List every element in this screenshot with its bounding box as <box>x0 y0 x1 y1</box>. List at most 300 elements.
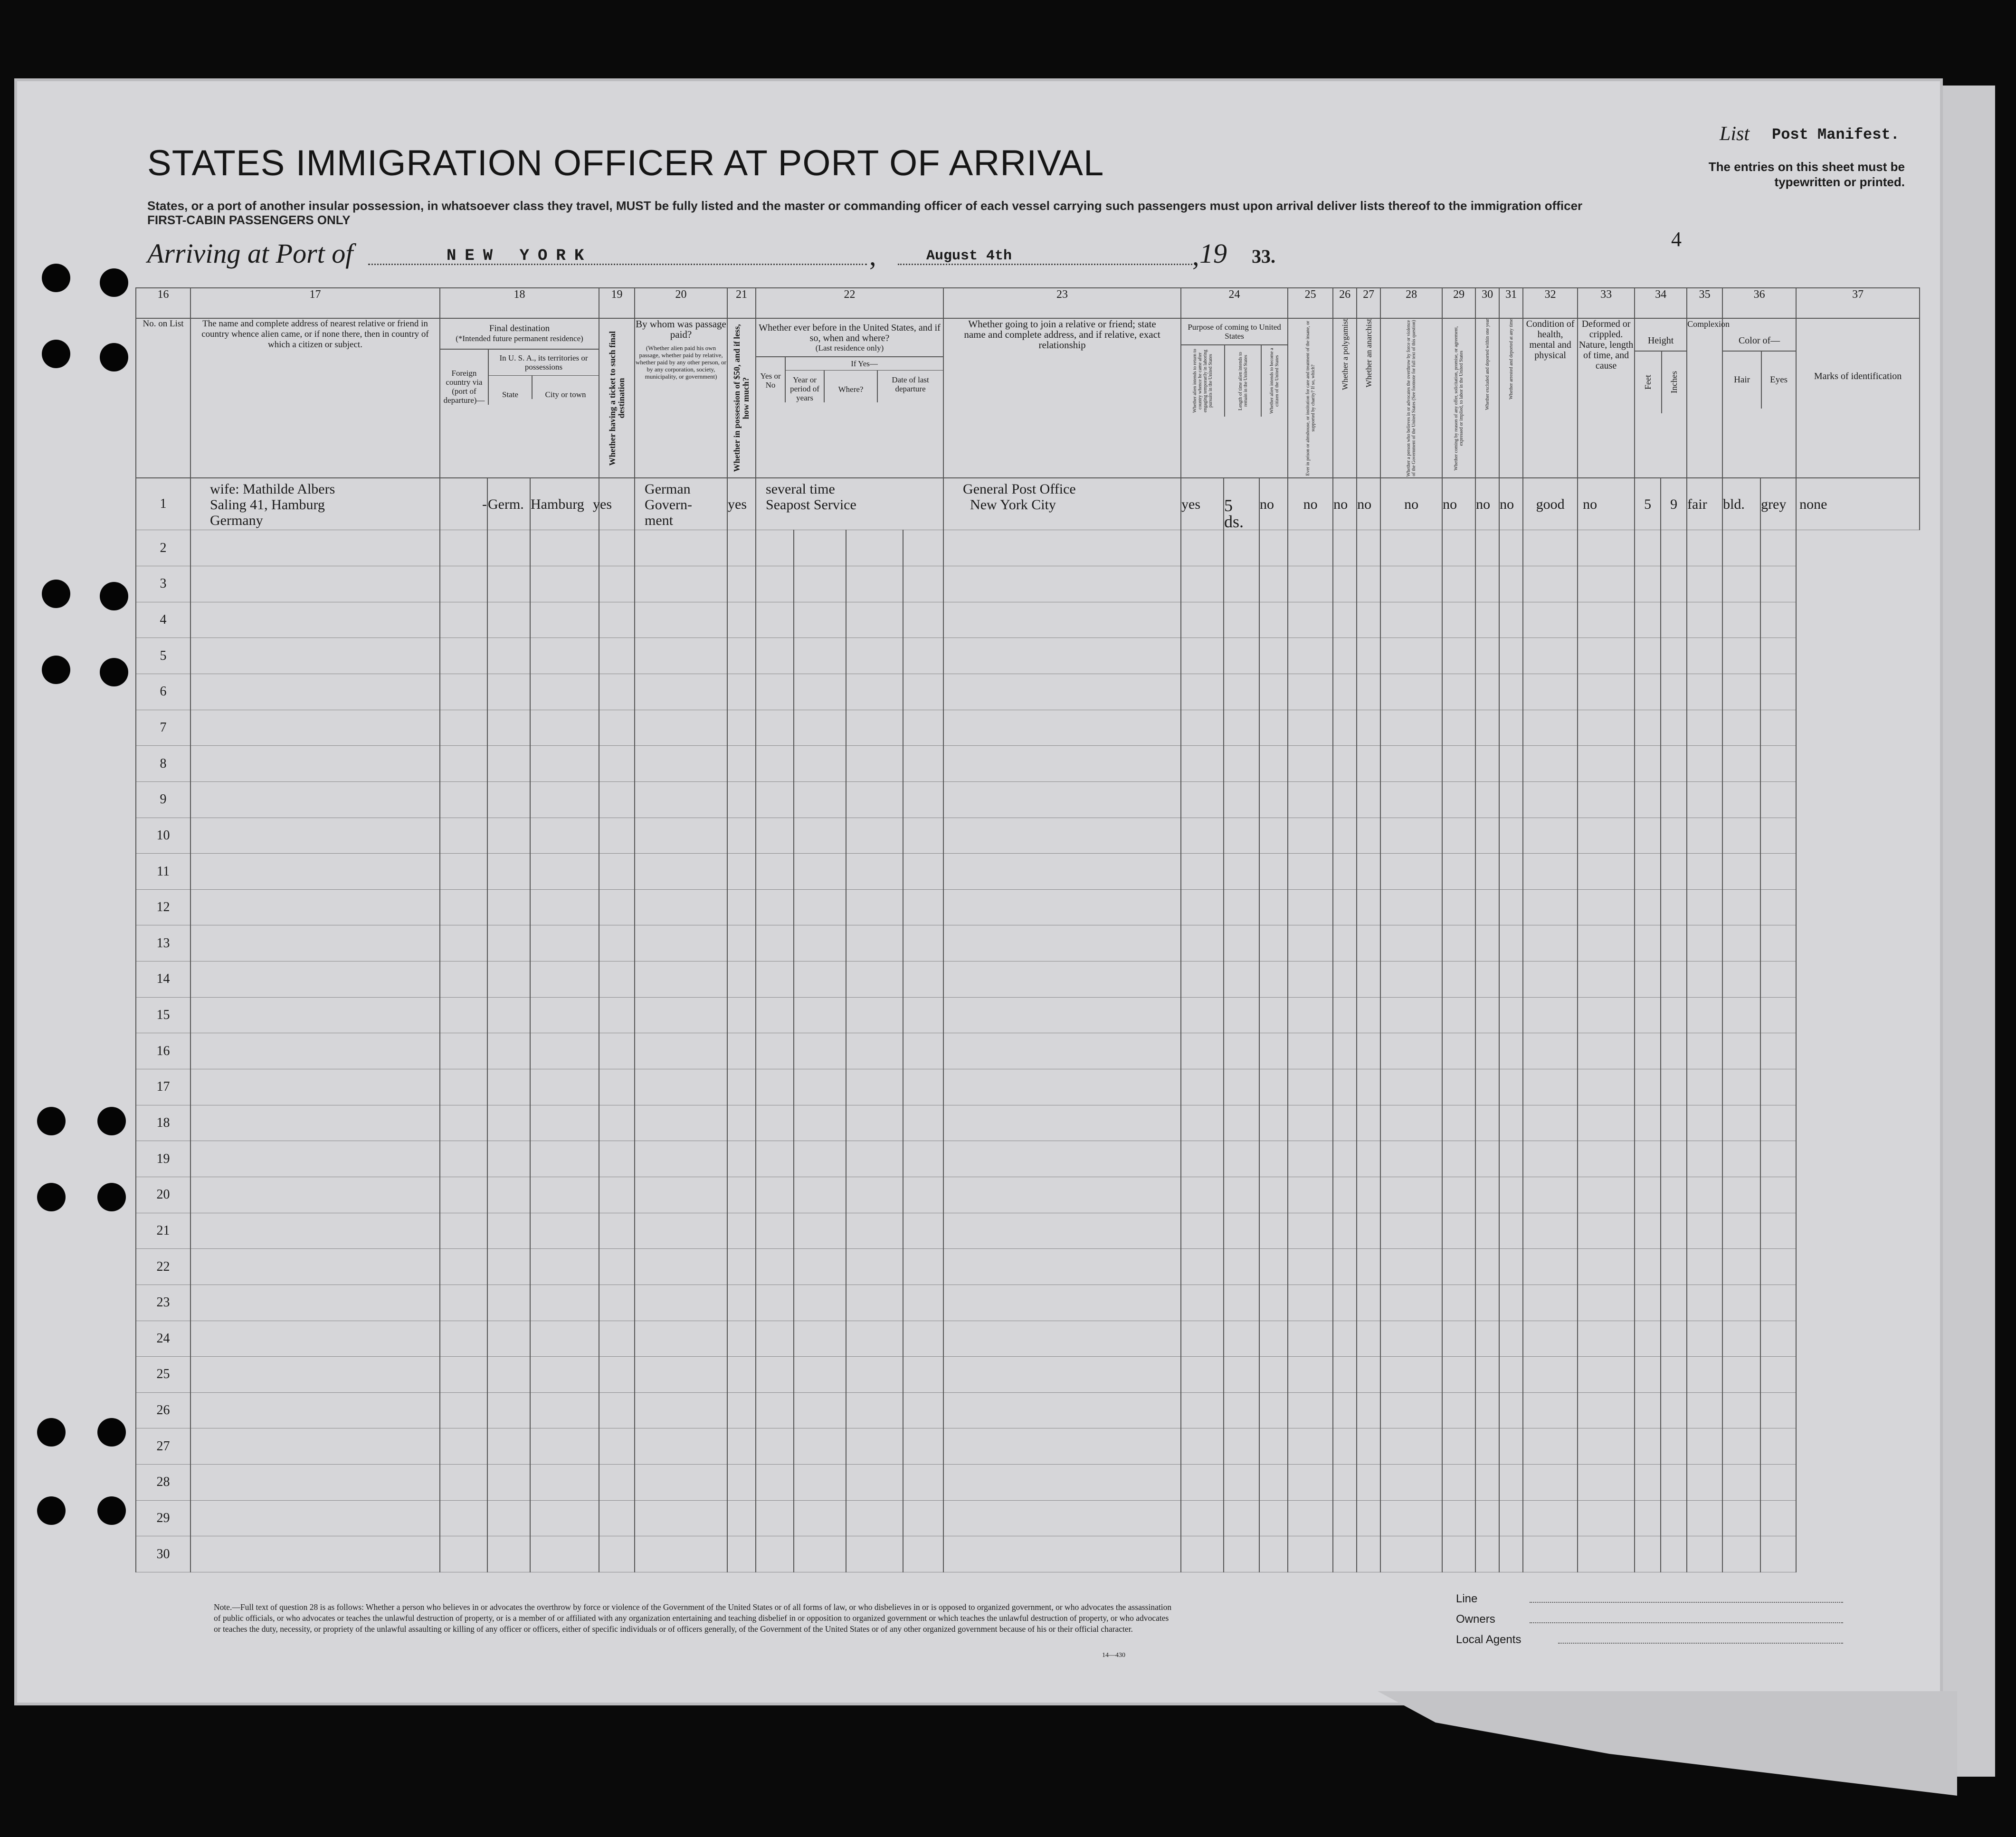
table-cell <box>190 1321 440 1357</box>
table-cell <box>1333 1465 1357 1501</box>
table-cell <box>1380 1536 1442 1572</box>
table-cell <box>1760 997 1796 1033</box>
table-cell <box>1661 674 1687 710</box>
table-cell <box>530 1536 599 1572</box>
table-cell <box>1635 746 1661 782</box>
table-cell <box>1661 997 1687 1033</box>
table-cell <box>846 1357 903 1393</box>
table-cell <box>1687 781 1722 818</box>
table-cell <box>440 1428 487 1465</box>
heading-q28 <box>1380 318 1442 478</box>
table-cell <box>1259 1069 1288 1105</box>
table-cell <box>1523 1105 1578 1141</box>
table-cell <box>727 1500 756 1536</box>
table-cell <box>1475 1321 1499 1357</box>
cell-before-us: several time Seapost Service <box>756 478 943 530</box>
table-cell <box>1333 1357 1357 1393</box>
table-cell <box>1687 1069 1722 1105</box>
table-cell <box>1523 1465 1578 1501</box>
table-cell <box>1635 710 1661 746</box>
table-cell <box>1224 781 1259 818</box>
table-cell <box>943 1500 1181 1536</box>
table-row <box>136 1213 1920 1249</box>
row-number: 25 <box>136 1357 190 1393</box>
table-cell <box>1288 566 1333 602</box>
table-cell <box>530 1285 599 1321</box>
table-cell <box>1333 602 1357 638</box>
table-cell <box>1380 602 1442 638</box>
table-cell <box>1635 1465 1661 1501</box>
table-cell <box>1259 674 1288 710</box>
cell-q31: no <box>1499 478 1523 530</box>
table-cell <box>1523 854 1578 890</box>
port-value: NEW YORK <box>447 247 593 265</box>
table-cell <box>1259 1500 1288 1536</box>
heading-where: Where? <box>825 371 878 402</box>
table-cell <box>1442 1321 1475 1357</box>
color-of-label: Color of— <box>1723 335 1796 352</box>
row-number: 7 <box>136 710 190 746</box>
table-cell <box>1442 889 1475 925</box>
table-cell <box>794 1392 846 1428</box>
table-cell <box>903 674 943 710</box>
table-cell <box>190 1392 440 1428</box>
table-cell <box>1259 1249 1288 1285</box>
table-cell <box>1442 1033 1475 1069</box>
table-cell <box>190 997 440 1033</box>
table-cell <box>1181 1249 1224 1285</box>
table-cell <box>1442 638 1475 674</box>
table-cell <box>1635 1500 1661 1536</box>
table-cell <box>1475 1536 1499 1572</box>
table-cell <box>1722 781 1760 818</box>
table-cell <box>1661 925 1687 961</box>
table-cell <box>1722 889 1760 925</box>
table-cell <box>1259 781 1288 818</box>
table-cell <box>903 889 943 925</box>
table-cell <box>903 1392 943 1428</box>
table-cell <box>1357 1536 1380 1572</box>
cell-ticket: yes <box>592 478 628 530</box>
table-cell <box>1224 638 1259 674</box>
table-cell <box>1661 818 1687 854</box>
table-cell <box>1288 1033 1333 1069</box>
table-cell <box>1661 1536 1687 1572</box>
table-cell <box>487 638 530 674</box>
table-cell <box>1333 818 1357 854</box>
table-cell <box>903 1357 943 1393</box>
table-cell <box>1442 1141 1475 1177</box>
table-cell <box>1722 961 1760 998</box>
table-cell <box>1259 925 1288 961</box>
table-cell <box>1499 1105 1523 1141</box>
table-cell <box>1722 1033 1760 1069</box>
table-cell <box>1288 1141 1333 1177</box>
owners-field <box>1530 1622 1843 1623</box>
table-cell <box>1578 638 1635 674</box>
cell-prison: no <box>1288 478 1333 530</box>
table-cell <box>727 854 756 890</box>
table-cell <box>487 1536 530 1572</box>
table-cell <box>1722 997 1760 1033</box>
heading-join-relative: Whether going to join a relative or friend; state name and complete address, and if relative, exact relationship <box>943 318 1181 478</box>
table-cell <box>1635 638 1661 674</box>
table-cell <box>1635 566 1661 602</box>
table-cell <box>794 1249 846 1285</box>
table-cell <box>1380 710 1442 746</box>
table-cell <box>1357 889 1380 925</box>
anarchist-label: Whether an anarchist <box>1364 318 1373 388</box>
table-cell <box>756 638 794 674</box>
table-cell <box>943 781 1181 818</box>
table-cell <box>727 1069 756 1105</box>
table-cell <box>727 638 756 674</box>
table-cell <box>1259 710 1288 746</box>
table-cell <box>1578 1428 1635 1465</box>
table-cell <box>1722 854 1760 890</box>
table-cell <box>1475 1213 1499 1249</box>
table-cell <box>190 566 440 602</box>
last-residence-note: (Last residence only) <box>815 343 884 352</box>
table-cell <box>1635 674 1661 710</box>
table-cell <box>1523 638 1578 674</box>
col-number: 31 <box>1499 288 1523 318</box>
punch-hole <box>42 340 70 368</box>
table-cell <box>190 781 440 818</box>
table-cell <box>1760 1321 1796 1357</box>
table-cell <box>756 566 794 602</box>
table-cell <box>1635 889 1661 925</box>
table-cell <box>756 1392 794 1428</box>
table-cell <box>1333 1105 1357 1141</box>
table-cell <box>1722 1285 1760 1321</box>
table-cell <box>1357 602 1380 638</box>
table-cell <box>1635 925 1661 961</box>
table-cell <box>756 818 794 854</box>
table-cell <box>1578 530 1635 566</box>
table-cell <box>1635 1321 1661 1357</box>
table-row <box>136 961 1920 998</box>
table-cell <box>599 1213 635 1249</box>
table-cell <box>1357 1249 1380 1285</box>
table-cell <box>1635 1105 1661 1141</box>
cell-polygamist: no <box>1333 478 1357 530</box>
table-cell <box>727 781 756 818</box>
table-cell <box>1357 925 1380 961</box>
table-cell <box>1760 602 1796 638</box>
form-code: 14—430 <box>1102 1652 1125 1659</box>
table-cell <box>794 1213 846 1249</box>
table-cell <box>1259 530 1288 566</box>
heading-q30 <box>1475 318 1499 478</box>
table-cell <box>1475 925 1499 961</box>
table-cell <box>1523 1500 1578 1536</box>
table-cell <box>1333 1392 1357 1428</box>
table-cell <box>1661 1249 1687 1285</box>
table-cell <box>756 1249 794 1285</box>
table-cell <box>1760 889 1796 925</box>
table-cell <box>1224 1249 1259 1285</box>
table-cell <box>1333 1500 1357 1536</box>
punch-hole <box>100 268 128 297</box>
table-cell <box>635 1213 727 1249</box>
table-cell <box>1288 854 1333 890</box>
table-cell <box>1380 961 1442 998</box>
table-cell <box>1722 1392 1760 1428</box>
table-cell <box>635 530 727 566</box>
table-cell <box>1722 566 1760 602</box>
table-cell <box>1380 1213 1442 1249</box>
table-cell <box>1722 1141 1760 1177</box>
cell-q28: no <box>1380 478 1442 530</box>
table-cell <box>1499 854 1523 890</box>
table-cell <box>756 1536 794 1572</box>
table-cell <box>943 1177 1181 1213</box>
table-cell <box>1578 1285 1635 1321</box>
table-cell <box>846 818 903 854</box>
punch-hole <box>37 1107 66 1135</box>
table-cell <box>1687 889 1722 925</box>
line-field <box>1530 1602 1843 1603</box>
table-cell <box>1357 781 1380 818</box>
table-cell <box>190 602 440 638</box>
table-cell <box>440 1105 487 1141</box>
heading-deformed: Deformed or crippled. Nature, length of time, and cause <box>1578 318 1635 478</box>
table-cell <box>1578 1536 1635 1572</box>
table-cell <box>1380 997 1442 1033</box>
table-cell <box>1442 746 1475 782</box>
row-number: 15 <box>136 997 190 1033</box>
table-cell <box>1722 1536 1760 1572</box>
table-cell <box>1475 1465 1499 1501</box>
table-cell <box>440 925 487 961</box>
col-number: 26 <box>1333 288 1357 318</box>
table-cell <box>599 1069 635 1105</box>
table-cell <box>190 1357 440 1393</box>
paid-by-label: By whom was passage paid? <box>636 318 726 340</box>
row-number: 14 <box>136 961 190 998</box>
heading-final-destination <box>440 318 599 478</box>
table-row <box>136 1536 1920 1572</box>
line-label: Line <box>1456 1592 1478 1605</box>
table-cell <box>1333 1141 1357 1177</box>
table-cell <box>530 710 599 746</box>
table-cell <box>1288 1105 1333 1141</box>
table-cell <box>1442 710 1475 746</box>
table-cell <box>440 674 487 710</box>
row-number: 24 <box>136 1321 190 1357</box>
table-cell <box>1442 602 1475 638</box>
table-cell <box>1288 638 1333 674</box>
col-number: 35 <box>1687 288 1722 318</box>
table-cell <box>903 566 943 602</box>
table-cell <box>190 1465 440 1501</box>
list-value: Post Manifest. <box>1772 126 1900 143</box>
table-cell <box>1760 1465 1796 1501</box>
table-cell <box>440 854 487 890</box>
table-cell <box>756 674 794 710</box>
table-cell <box>635 854 727 890</box>
table-cell <box>794 1285 846 1321</box>
table-row <box>136 1033 1920 1069</box>
table-cell <box>756 710 794 746</box>
table-cell <box>1687 1105 1722 1141</box>
table-cell <box>190 1213 440 1249</box>
table-cell <box>1380 1105 1442 1141</box>
table-cell <box>1333 566 1357 602</box>
purpose-c-label: Whether alien intends to become a citizen of the United States <box>1269 348 1280 414</box>
table-cell <box>1722 1465 1760 1501</box>
row-number: 13 <box>136 925 190 961</box>
table-row <box>136 1285 1920 1321</box>
table-cell <box>1259 961 1288 998</box>
table-cell <box>727 1428 756 1465</box>
row-number: 6 <box>136 674 190 710</box>
col-number: 16 <box>136 288 190 318</box>
table-cell <box>756 1465 794 1501</box>
table-cell <box>1357 710 1380 746</box>
table-cell <box>1475 818 1499 854</box>
purpose-label: Purpose of coming to United States <box>1188 322 1281 341</box>
heading-in-usa: In U. S. A., its territories or possessions <box>489 350 599 376</box>
table-cell <box>794 638 846 674</box>
table-cell <box>530 674 599 710</box>
punch-hole <box>97 1107 126 1135</box>
table-cell <box>1224 1357 1259 1393</box>
table-cell <box>1475 854 1499 890</box>
table-cell <box>1523 566 1578 602</box>
table-cell <box>1288 1069 1333 1105</box>
row-number: 11 <box>136 854 190 890</box>
table-cell <box>1259 1428 1288 1465</box>
table-row <box>136 710 1920 746</box>
table-cell <box>1722 1177 1760 1213</box>
table-cell <box>1722 1428 1760 1465</box>
table-cell <box>1635 1033 1661 1069</box>
table-cell <box>756 1357 794 1393</box>
table-cell <box>1259 997 1288 1033</box>
table-cell <box>530 1428 599 1465</box>
table-cell <box>756 854 794 890</box>
heading-yes-no: Yes or No <box>756 357 786 402</box>
table-cell <box>1499 818 1523 854</box>
table-cell <box>1259 566 1288 602</box>
row-number: 5 <box>136 638 190 674</box>
table-cell <box>1224 1141 1259 1177</box>
table-cell <box>1499 889 1523 925</box>
table-cell <box>794 602 846 638</box>
table-cell <box>1523 602 1578 638</box>
table-cell <box>903 1033 943 1069</box>
table-cell <box>1523 889 1578 925</box>
table-cell <box>440 1069 487 1105</box>
table-cell <box>943 1357 1181 1393</box>
table-cell <box>943 1392 1181 1428</box>
table-cell <box>635 1285 727 1321</box>
table-cell <box>1380 925 1442 961</box>
table-cell <box>1357 1177 1380 1213</box>
table-cell <box>1224 566 1259 602</box>
table-cell <box>1661 1465 1687 1501</box>
table-cell <box>1475 638 1499 674</box>
table-cell <box>943 746 1181 782</box>
cell-foreign-country: - <box>440 478 487 530</box>
table-cell <box>846 1033 903 1069</box>
table-cell <box>487 746 530 782</box>
table-cell <box>1475 961 1499 998</box>
table-cell <box>1442 1105 1475 1141</box>
table-cell <box>1722 1105 1760 1141</box>
table-cell <box>903 781 943 818</box>
table-cell <box>1661 1285 1687 1321</box>
table-cell <box>1687 1321 1722 1357</box>
punch-hole <box>42 656 70 684</box>
table-cell <box>1760 746 1796 782</box>
table-cell <box>1475 781 1499 818</box>
table-cell <box>190 1177 440 1213</box>
table-cell <box>1499 1392 1523 1428</box>
table-cell <box>1523 530 1578 566</box>
table-cell <box>635 781 727 818</box>
row-number: 29 <box>136 1500 190 1536</box>
table-cell <box>599 961 635 998</box>
table-cell <box>1181 1069 1224 1105</box>
punch-hole <box>100 658 128 686</box>
table-cell <box>756 997 794 1033</box>
table-cell <box>756 530 794 566</box>
table-cell <box>903 1249 943 1285</box>
table-cell <box>756 781 794 818</box>
owners-label: Owners <box>1456 1613 1495 1626</box>
table-cell <box>1760 1033 1796 1069</box>
table-cell <box>1578 818 1635 854</box>
table-cell <box>1635 997 1661 1033</box>
table-cell <box>1224 602 1259 638</box>
table-cell <box>846 1428 903 1465</box>
table-cell <box>487 1321 530 1357</box>
table-cell <box>1181 1392 1224 1428</box>
table-cell <box>1442 1249 1475 1285</box>
table-cell <box>440 1536 487 1572</box>
table-cell <box>1523 1249 1578 1285</box>
table-cell <box>440 710 487 746</box>
table-cell <box>1722 818 1760 854</box>
table-cell <box>1224 1069 1259 1105</box>
table-cell <box>1661 1321 1687 1357</box>
table-cell <box>1635 1213 1661 1249</box>
table-cell <box>487 1249 530 1285</box>
table-cell <box>1224 1033 1259 1069</box>
table-cell <box>794 710 846 746</box>
table-cell <box>727 1465 756 1501</box>
table-cell <box>1442 997 1475 1033</box>
table-cell <box>1661 1069 1687 1105</box>
table-cell <box>1687 1357 1722 1393</box>
table-row <box>136 1357 1920 1393</box>
table-cell <box>756 1428 794 1465</box>
table-cell <box>599 710 635 746</box>
table-cell <box>727 1357 756 1393</box>
table-cell <box>1523 1141 1578 1177</box>
table-cell <box>440 961 487 998</box>
table-cell <box>487 1177 530 1213</box>
table-cell <box>943 638 1181 674</box>
table-cell <box>846 602 903 638</box>
table-cell <box>1181 997 1224 1033</box>
table-cell <box>1635 1392 1661 1428</box>
table-cell <box>1181 1357 1224 1393</box>
table-row <box>136 889 1920 925</box>
